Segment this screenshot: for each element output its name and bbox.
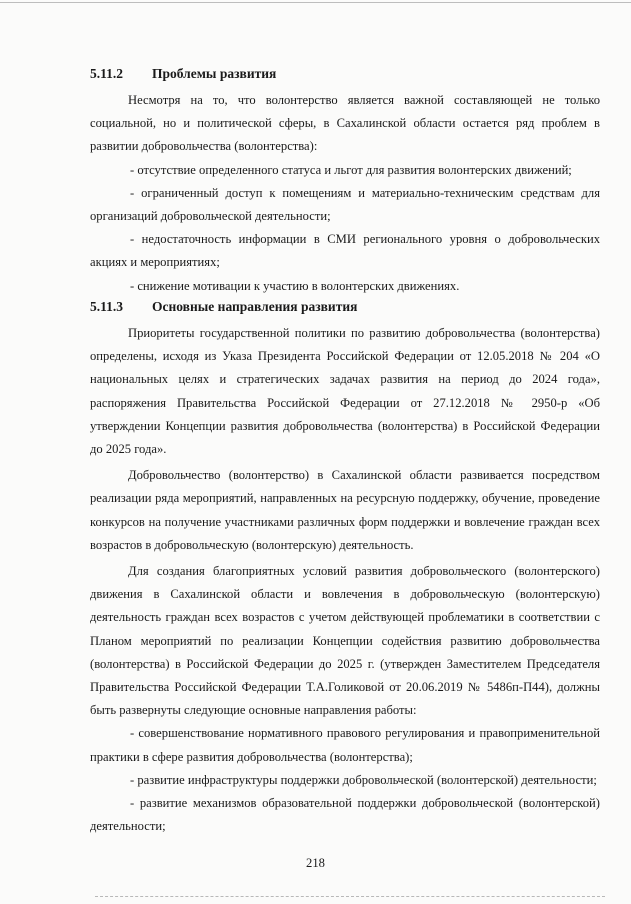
- list-item: - развитие механизмов образовательной поддержки добровольческой (волонтерской) деятельности;: [90, 796, 600, 834]
- section-number: 5.11.2: [90, 66, 124, 81]
- paragraph: Для создания благоприятных условий развития добровольческого (волонтерского) движения в Сахалинской области и вовлечения в добровольческую (волонтерскую) деятельность граждан всех возрастов с учетом действующей проблематики в соответствии с Планом мероприятий по реализации Концепции содействия развитию добровольчества (волонтерства) в Российской Федерации до 2025 г. (утвержден Заместителем Председателя Правительства Российской Федерации Т.А.Голиковой от 20.06.2019 № 5486п-П44), должны быть развернуты следующие основные направления работы:: [90, 564, 600, 718]
- list-item: - снижение мотивации к участию в волонтерских движениях.: [130, 278, 460, 293]
- list-item: - совершенствование нормативного правового регулирования и правоприменительной практики в сфере развития добровольчества (волонтерства);: [90, 726, 600, 764]
- bottom-rule: [95, 896, 605, 897]
- section-number: 5.11.3: [90, 299, 124, 314]
- top-rule: [0, 2, 631, 3]
- list-item: - недостаточность информации в СМИ регионального уровня о добровольческих акциях и мероприятиях;: [90, 232, 600, 270]
- paragraph: Добровольчество (волонтерство) в Сахалинской области развивается посредством реализации ряда мероприятий, направленных на ресурсную поддержку, обучение, проведение конкурсов на получение участниками различных форм поддержки и вовлечение граждан всех возрастов в добровольческую (волонтерскую) деятельность.: [90, 468, 600, 552]
- list-item: - ограниченный доступ к помещениям и материально-техническим средствам для организаций добровольческой деятельности;: [90, 185, 600, 224]
- section-directions: [90, 297, 600, 838]
- list-item: - отсутствие определенного статуса и льгот для развития волонтерских движений;: [130, 162, 572, 177]
- section-title: Проблемы развития: [152, 66, 277, 81]
- section-heading: [90, 297, 600, 317]
- paragraph: Несмотря на то, что волонтерство является важной составляющей не только социальной, но и политической сферы, в Сахалинской области остается ряд проблем в развитии добровольчества (волонтерства):: [90, 93, 600, 154]
- section-title: Основные направления развития: [152, 299, 358, 314]
- page-number: 218: [306, 856, 325, 870]
- section-heading: [90, 64, 600, 84]
- paragraph: Приоритеты государственной политики по развитию добровольчества (волонтерства) определены, исходя из Указа Президента Российской Федерации от 12.05.2018 № 204 «О национальных целях и стратегических задачах развития на период до 2024 года», распоряжения Правительства Российской Федерации от 27.12.2018 № 2950-р «Об утверждении Концепции развития добровольчества (волонтерства) в Российской Федерации до 2025 года».: [90, 326, 600, 457]
- section-problems: [90, 64, 600, 298]
- list-item: - развитие инфраструктуры поддержки добровольческой (волонтерской) деятельности;: [130, 772, 597, 787]
